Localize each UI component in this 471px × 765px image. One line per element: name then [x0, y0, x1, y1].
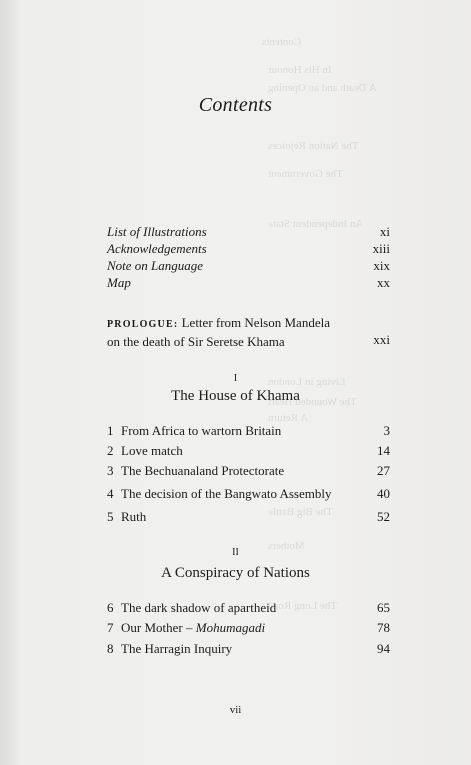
toc-entry-page: xi	[379, 224, 390, 239]
chapter-number: 6	[107, 600, 114, 615]
toc-entry-page: 94	[377, 641, 390, 656]
chapter-title: Love match	[121, 443, 183, 458]
toc-entry-chapter	[107, 509, 390, 525]
toc-entry-page: xxi	[373, 332, 390, 347]
page-title: Contents	[198, 94, 273, 116]
toc-entry-page: 40	[377, 486, 390, 501]
toc-entry-chapter	[107, 463, 390, 479]
chapter-title: Ruth	[121, 509, 147, 524]
part-number: II	[232, 547, 239, 558]
chapter-number: 1	[107, 423, 114, 438]
toc-entry-page: 27	[377, 463, 390, 478]
chapter-number: 3	[107, 463, 114, 478]
toc-entry-illustrations	[107, 224, 390, 240]
part-number: I	[233, 373, 238, 384]
part-title: The House of Khama	[171, 388, 300, 404]
chapter-title-italic: Mohumagadi	[195, 620, 266, 635]
prologue-title-line2: on the death of Sir Seretse Khama	[107, 334, 285, 349]
chapter-number: 2	[107, 443, 114, 458]
toc-entry-chapter	[107, 486, 390, 502]
toc-entry-page: xx	[377, 275, 390, 290]
toc-entry-chapter	[107, 423, 390, 439]
toc-entry-label: Acknowledgements	[107, 241, 207, 256]
toc-entry-chapter	[107, 641, 390, 657]
toc-entry-page: 3	[383, 423, 390, 438]
chapter-title: The Harragin Inquiry	[121, 641, 233, 656]
prologue-title-line1: Letter from Nelson Mandela	[181, 315, 330, 330]
toc-entry-note-on-language	[107, 258, 390, 274]
chapter-title: From Africa to wartorn Britain	[121, 423, 282, 438]
toc-entry-label: Note on Language	[107, 258, 204, 273]
toc-entry-chapter	[107, 600, 390, 616]
toc-entry-chapter	[107, 443, 390, 459]
chapter-number: 7	[107, 620, 114, 635]
prologue-label: PROLOGUE:	[107, 319, 179, 330]
toc-entry-page: xix	[373, 258, 390, 273]
chapter-title: The dark shadow of apartheid	[121, 600, 277, 615]
chapter-title: The decision of the Bangwato Assembly	[121, 486, 332, 501]
chapter-number: 5	[107, 509, 114, 524]
show-through-text: Contents In His Honour A Death and an Opening The Nation Rejoices The Government An Independent State Living in London The Wounded Heart A Return The Big Battle Mothers The Long Road	[262, 36, 377, 612]
chapter-number: 8	[107, 641, 114, 656]
toc-entry-page: 78	[377, 620, 390, 635]
toc-entry-map	[107, 275, 390, 291]
page-number: vii	[229, 704, 242, 716]
chapter-title: The Bechuanaland Protectorate	[121, 463, 285, 478]
toc-entry-page: 65	[377, 600, 390, 615]
toc-entry-acknowledgements	[107, 241, 390, 257]
chapter-number: 4	[107, 486, 114, 501]
part-title: A Conspiracy of Nations	[161, 565, 310, 581]
toc-entry-label: Map	[107, 275, 131, 290]
toc-entry-prologue	[107, 314, 390, 350]
toc-entry-page: 14	[377, 443, 390, 458]
toc-entry-label: List of Illustrations	[107, 224, 207, 239]
toc-entry-page: xiii	[372, 241, 390, 256]
chapter-title: Our Mother –	[121, 620, 196, 635]
toc-entry-chapter	[107, 620, 390, 636]
toc-entry-page: 52	[377, 509, 390, 524]
